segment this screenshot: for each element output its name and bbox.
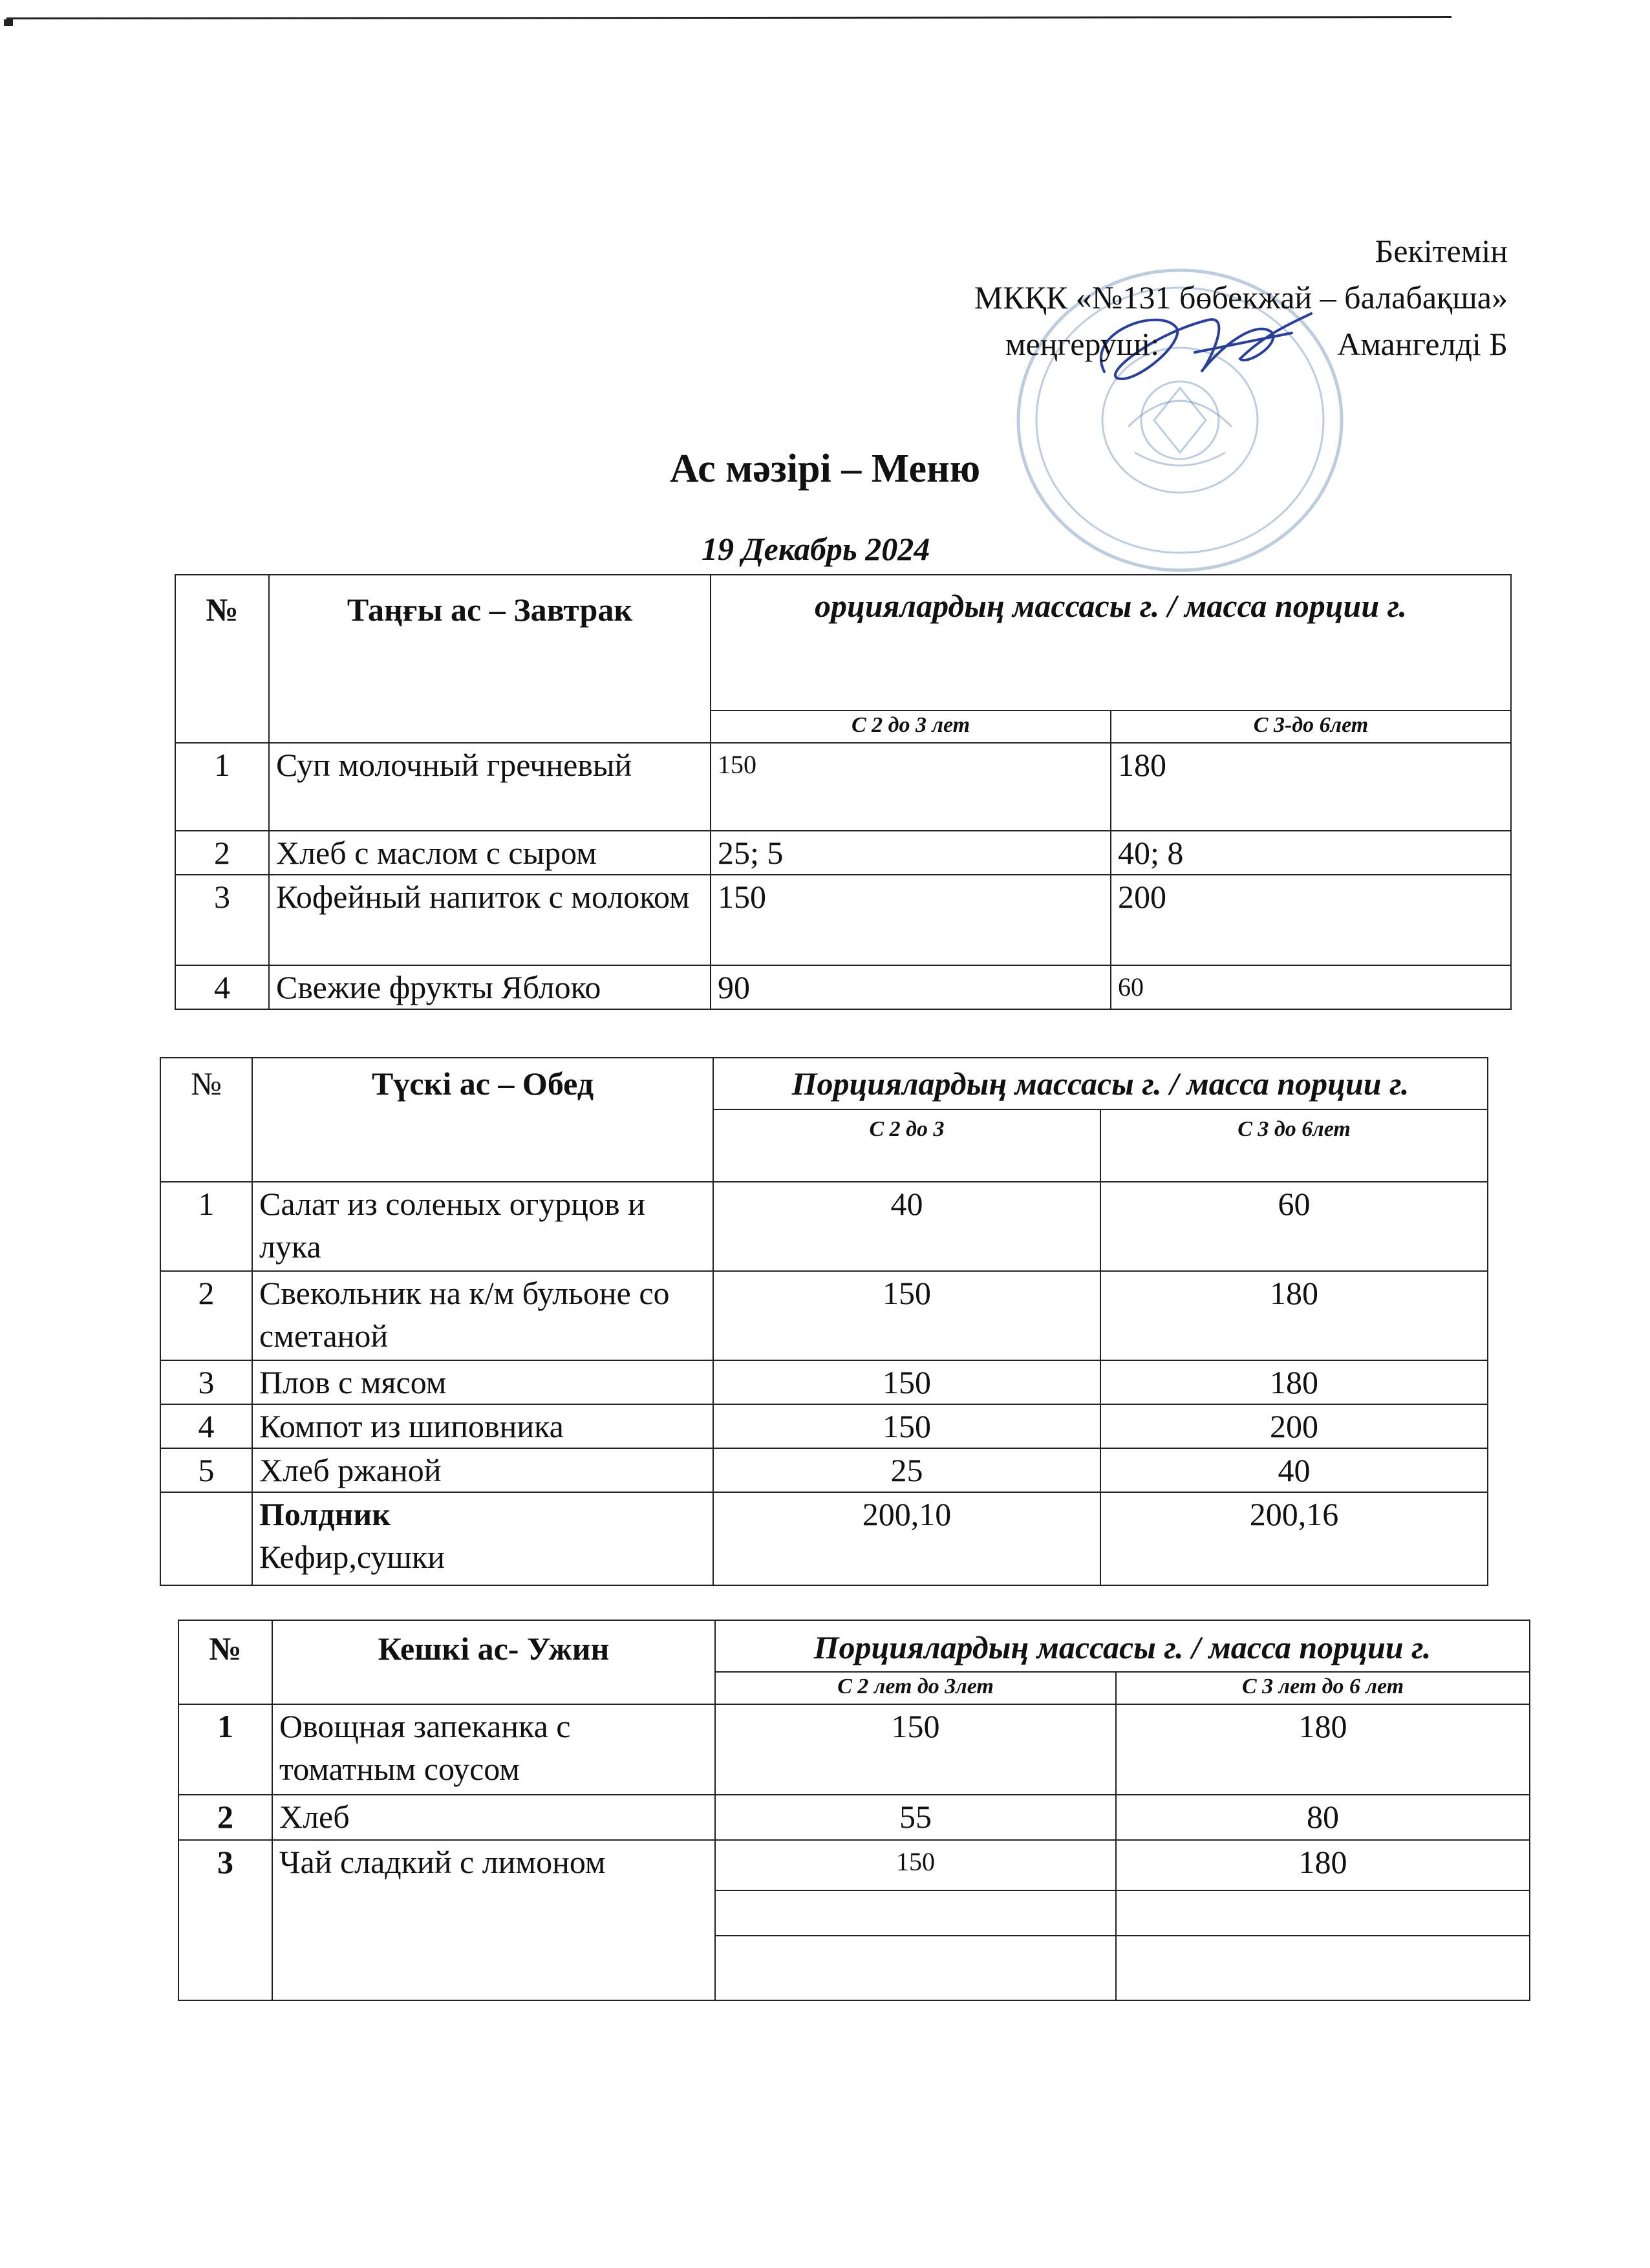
table-row — [175, 965, 1511, 1009]
dish-name: Свекольник на к/м бульоне со сметаной — [252, 1271, 713, 1360]
table-row — [175, 743, 1511, 831]
portion-age-3-6: 180 — [1100, 1271, 1488, 1360]
lunch-col-name: Түскі ас – Обед — [252, 1058, 713, 1182]
portion-age-3-6: 60 — [1100, 1182, 1488, 1271]
snack-title: Полдник — [259, 1496, 391, 1532]
dish-name: Суп молочный гречневый — [269, 743, 711, 831]
approval-line-head — [974, 321, 1508, 367]
approval-block — [974, 228, 1508, 367]
row-number: 4 — [175, 965, 269, 1009]
scan-corner-mark — [4, 19, 13, 26]
portion-age-2-3: 25; 5 — [711, 831, 1111, 875]
portion-age-3-6: 200 — [1111, 875, 1511, 965]
table-row — [160, 1404, 1488, 1448]
dish-name: Хлеб с маслом с сыром — [269, 831, 711, 875]
empty-cell — [1116, 1890, 1530, 1936]
lunch-sub-age-3-6: С 3 до 6лет — [1100, 1109, 1488, 1182]
table-row — [160, 1360, 1488, 1404]
menu-date: 19 Декабрь 2024 — [702, 531, 930, 567]
table-row — [178, 1795, 1530, 1840]
dish-name: Кофейный напиток с молоком — [269, 875, 711, 965]
snack-name: Кефир,сушки — [259, 1539, 445, 1575]
lunch-col-number: № — [160, 1058, 252, 1182]
row-number: 1 — [175, 743, 269, 831]
row-number: 2 — [160, 1271, 252, 1360]
row-number: 2 — [178, 1795, 272, 1840]
table-row — [175, 831, 1511, 875]
scan-edge-line — [6, 16, 1452, 19]
dinner-col-number: № — [178, 1620, 272, 1704]
portion-age-2-3: 150 — [715, 1840, 1116, 1890]
portion-age-2-3: 150 — [715, 1704, 1116, 1795]
breakfast-sub-age-3-6: С 3-до 6лет — [1111, 711, 1511, 743]
dish-name: Хлеб ржаной — [252, 1448, 713, 1492]
portion-age-3-6: 200 — [1100, 1404, 1488, 1448]
approval-head-prefix: меңгеруші: — [1005, 326, 1160, 362]
empty-cell — [715, 1890, 1116, 1936]
row-number: 3 — [160, 1360, 252, 1404]
portion-age-3-6: 180 — [1116, 1840, 1530, 1890]
portion-age-2-3: 40 — [713, 1182, 1100, 1271]
portion-age-3-6: 60 — [1111, 965, 1511, 1009]
dish-name: Компот из шиповника — [252, 1404, 713, 1448]
lunch-table — [160, 1057, 1488, 1586]
portion-age-3-6: 40 — [1100, 1448, 1488, 1492]
portion-age-2-3: 55 — [715, 1795, 1116, 1840]
approval-head-name: Амангелді Б — [1337, 326, 1508, 362]
dinner-sub-age-2-3: С 2 лет до 3лет — [715, 1672, 1116, 1704]
table-row — [160, 1448, 1488, 1492]
row-number: 3 — [175, 875, 269, 965]
row-number: 5 — [160, 1448, 252, 1492]
row-number: 1 — [160, 1182, 252, 1271]
approval-line-organization: МКҚК «№131 бөбекжай – балабақша» — [974, 279, 1508, 316]
dish-name: Салат из соленых огурцов и лука — [252, 1182, 713, 1271]
table-row — [160, 1182, 1488, 1271]
breakfast-col-name: Таңғы ас – Завтрак — [269, 575, 711, 743]
portion-age-3-6: 200,16 — [1100, 1492, 1488, 1585]
breakfast-sub-age-2-3: С 2 до 3 лет — [711, 711, 1111, 743]
dish-name: Чай сладкий с лимоном — [272, 1840, 715, 2000]
dinner-sub-age-3-6: С 3 лет до 6 лет — [1116, 1672, 1530, 1704]
empty-cell — [1116, 1936, 1530, 2000]
empty-cell — [715, 1936, 1116, 2000]
portion-age-2-3: 25 — [713, 1448, 1100, 1492]
approval-line-approve: Бекітемін — [1375, 233, 1508, 269]
portion-age-3-6: 180 — [1111, 743, 1511, 831]
dish-name: Хлеб — [272, 1795, 715, 1840]
portion-age-3-6: 180 — [1100, 1360, 1488, 1404]
table-row — [178, 1840, 1530, 1890]
row-number: 1 — [178, 1704, 272, 1795]
table-row — [160, 1271, 1488, 1360]
breakfast-col-number: № — [175, 575, 269, 743]
portion-age-2-3: 150 — [713, 1404, 1100, 1448]
portion-age-3-6: 180 — [1116, 1704, 1530, 1795]
page-title: Ас мәзірі – Меню — [669, 447, 981, 491]
portion-age-2-3: 150 — [711, 743, 1111, 831]
portion-age-2-3: 150 — [711, 875, 1111, 965]
portion-age-2-3: 150 — [713, 1271, 1100, 1360]
dinner-col-portion: Порциялардың массасы г. / масса порции г. — [715, 1620, 1530, 1672]
lunch-sub-age-2-3: С 2 до 3 — [713, 1109, 1100, 1182]
dinner-table — [178, 1620, 1530, 2001]
table-row — [175, 875, 1511, 965]
row-number: 4 — [160, 1404, 252, 1448]
portion-age-2-3: 150 — [713, 1360, 1100, 1404]
row-number-empty — [160, 1492, 252, 1585]
portion-age-2-3: 200,10 — [713, 1492, 1100, 1585]
dish-name: Свежие фрукты Яблоко — [269, 965, 711, 1009]
breakfast-col-portion: орциялардың массасы г. / масса порции г. — [711, 575, 1511, 711]
table-row — [178, 1704, 1530, 1795]
dinner-col-name: Кешкі ас- Ужин — [272, 1620, 715, 1704]
portion-age-3-6: 80 — [1116, 1795, 1530, 1840]
breakfast-table — [175, 574, 1512, 1010]
snack-cell — [252, 1492, 713, 1585]
portion-age-2-3: 90 — [711, 965, 1111, 1009]
row-number: 2 — [175, 831, 269, 875]
row-number: 3 — [178, 1840, 272, 2000]
dish-name: Плов с мясом — [252, 1360, 713, 1404]
portion-age-3-6: 40; 8 — [1111, 831, 1511, 875]
table-row-snack — [160, 1492, 1488, 1585]
dish-name: Овощная запеканка с томатным соусом — [272, 1704, 715, 1795]
lunch-col-portion: Порциялардың массасы г. / масса порции г. — [713, 1058, 1488, 1109]
